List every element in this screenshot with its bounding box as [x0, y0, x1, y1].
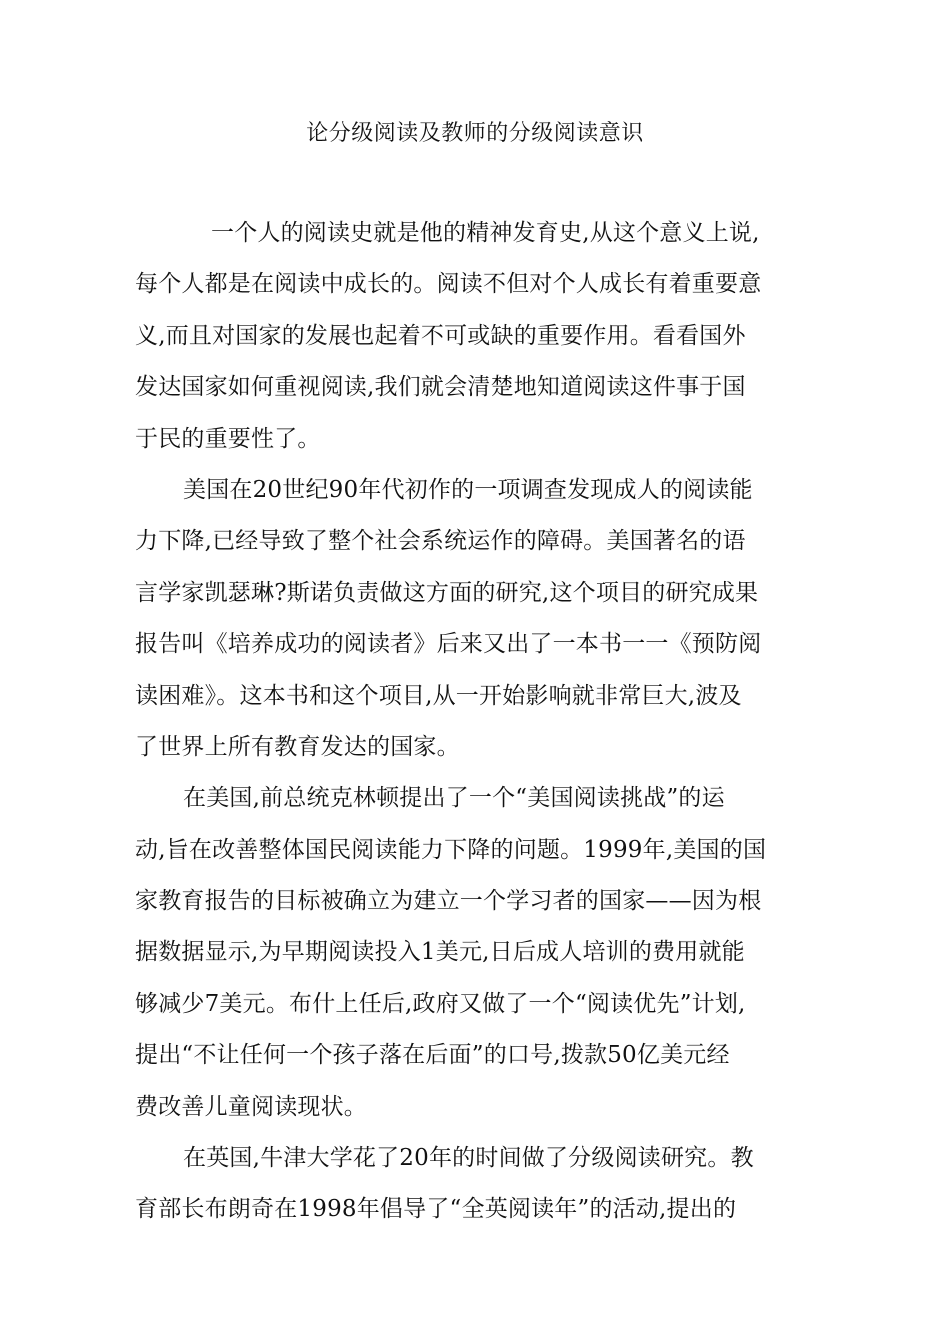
paragraph-2-line-3: 言学家凯瑟琳?斯诺负责做这方面的研究,这个项目的研究成果 — [135, 579, 759, 606]
document-title: 论分级阅读及教师的分级阅读意识 — [306, 121, 644, 146]
paragraph-3-line-3: 家教育报告的目标被确立为建立一个学习者的国家——因为根 — [135, 888, 762, 915]
paragraph-1-line-4: 发达国家如何重视阅读,我们就会清楚地知道阅读这件事于国 — [135, 374, 746, 401]
paragraph-4-line-1: 在英国,牛津大学花了20年的时间做了分级阅读研究。教 — [183, 1145, 754, 1172]
paragraph-1-line-2: 每个人都是在阅读中成长的。阅读不但对个人成长有着重要意 — [135, 271, 762, 298]
document-body — [135, 208, 835, 1236]
paragraph-1-line-1: 一个人的阅读史就是他的精神发育史,从这个意义上说, — [211, 220, 760, 246]
paragraph-2-line-5: 读困难》。这本书和这个项目,从一开始影响就非常巨大,波及 — [135, 682, 742, 709]
paragraph-2-line-1: 美国在20世纪90年代初作的一项调查发现成人的阅读能 — [183, 476, 753, 503]
paragraph-3-line-1: 在美国,前总统克林顿提出了一个“美国阅读挑战”的运 — [183, 785, 725, 812]
paragraph-3-line-6: 提出“不让任何一个孩子落在后面”的口号,拨款50亿美元经 — [135, 1042, 730, 1069]
paragraph-3-line-5: 够减少7美元。布什上任后,政府又做了一个“阅读优先”计划, — [135, 990, 746, 1017]
paragraph-3-line-4: 据数据显示,为早期阅读投入1美元,日后成人培训的费用就能 — [135, 939, 745, 966]
paragraph-1-line-3: 义,而且对国家的发展也起着不可或缺的重要作用。看看国外 — [135, 322, 746, 349]
paragraph-3-line-7: 费改善儿童阅读现状。 — [135, 1093, 367, 1120]
paragraph-4-line-2: 育部长布朗奇在1998年倡导了“全英阅读年”的活动,提出的 — [135, 1196, 737, 1223]
paragraph-3-line-2: 动,旨在改善整体国民阅读能力下降的问题。1999年,美国的国 — [135, 836, 767, 863]
paragraph-2-line-2: 力下降,已经导致了整个社会系统运作的障碍。美国著名的语 — [135, 528, 746, 555]
paragraph-1-line-5: 于民的重要性了。 — [135, 425, 321, 452]
paragraph-2-line-4: 报告叫《培养成功的阅读者》后来又出了一本书一一《预防阅 — [135, 631, 762, 658]
paragraph-2-line-6: 了世界上所有教育发达的国家。 — [135, 733, 460, 760]
